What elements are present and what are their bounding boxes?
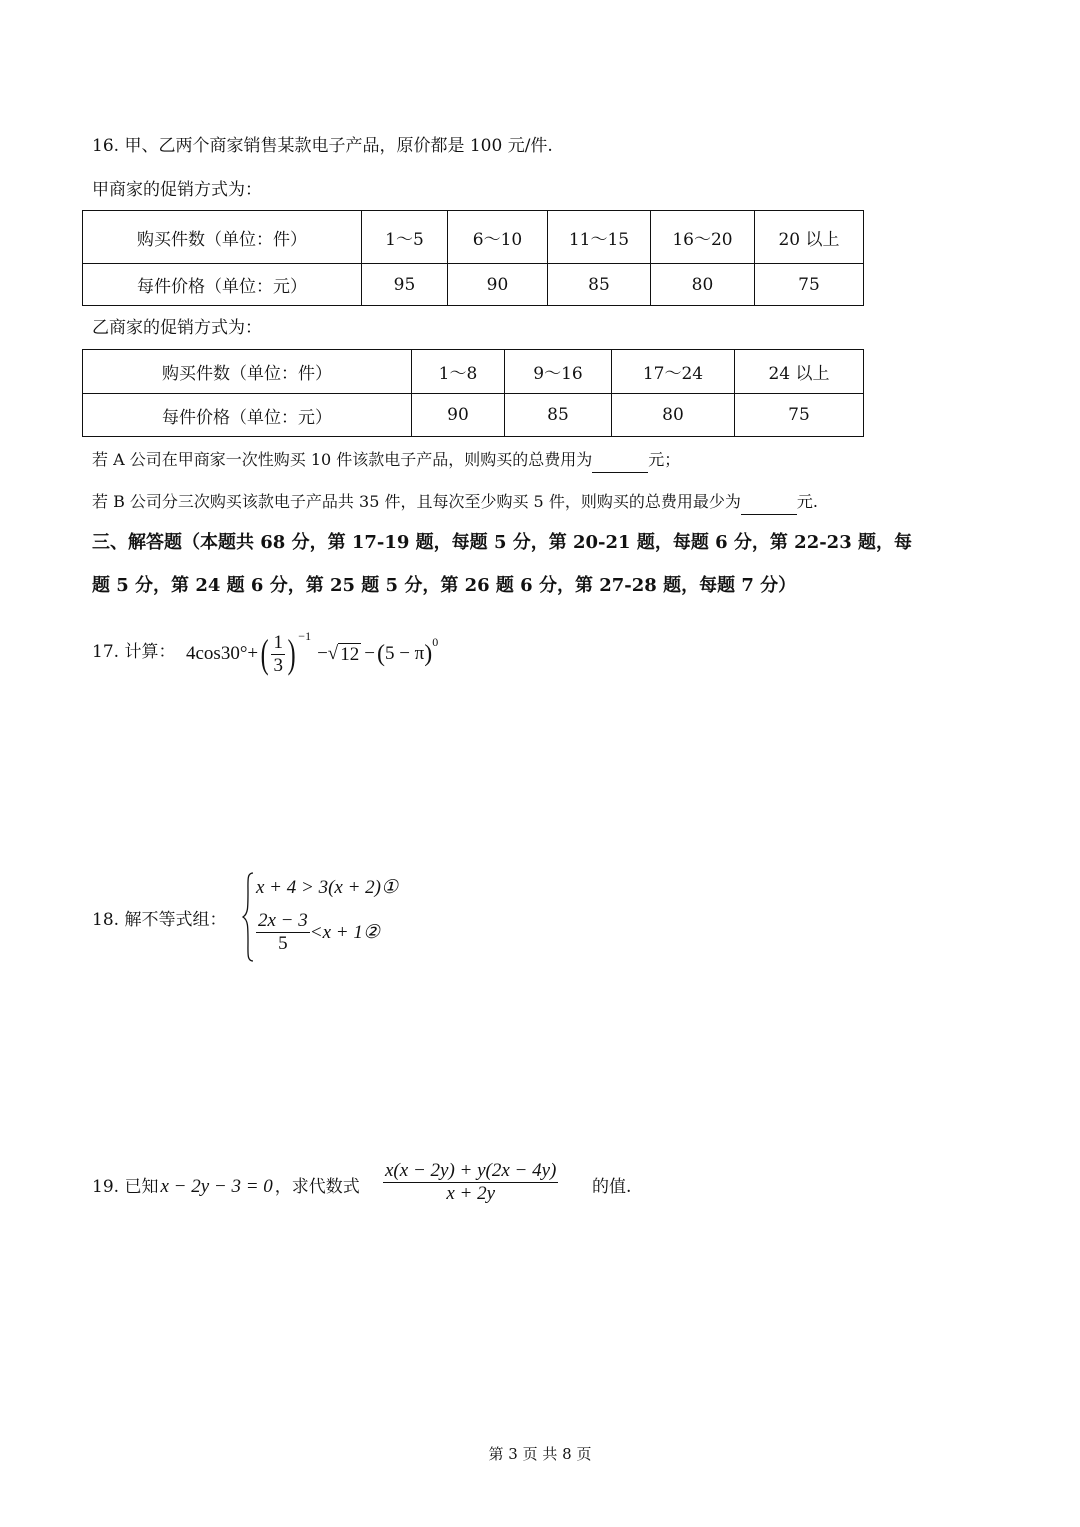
page-footer: 第 3 页 共 8 页 <box>488 1445 592 1463</box>
left-paren-2: ( <box>376 640 385 667</box>
q16-line-a-unit: 元； <box>648 450 681 469</box>
jia-qty-cell: 1～5 <box>362 211 448 264</box>
answer-blank-a[interactable] <box>592 448 648 473</box>
yi-label: 乙商家的促销方式为： <box>92 318 262 338</box>
jia-qty-cell: 11～15 <box>548 211 651 264</box>
yi-qty-cell: 9～16 <box>505 350 612 394</box>
jia-qty-cell: 16～20 <box>651 211 755 264</box>
q19-mid: ，求代数式 <box>274 1177 360 1197</box>
section3-heading-line1: 三、解答题（本题共 68 分，第 17-19 题，每题 5 分，第 20-21 题，每题 6 分，第 22-23 题，每 <box>92 532 912 553</box>
q19-denominator: x + 2y <box>446 1183 496 1204</box>
q17-minus2: − <box>364 643 375 664</box>
q17-denominator: 3 <box>273 654 283 676</box>
jia-qty-header: 购买件数（单位：件） <box>83 211 362 264</box>
jia-qty-cell: 20 以上 <box>755 211 864 264</box>
q16-line-a-text: 若 A 公司在甲商家一次性购买 10 件该款电子产品，则购买的总费用为 <box>92 450 593 469</box>
q19-label: 19. 已知 <box>92 1177 159 1197</box>
q17-minus1: − <box>317 643 328 664</box>
q17-expression <box>186 626 438 682</box>
right-paren-2: ) <box>424 640 433 667</box>
q18-inequality2 <box>256 910 380 955</box>
q17-inner: 5 − π <box>384 643 425 664</box>
q19-frac <box>383 1160 558 1205</box>
left-brace-icon <box>242 872 254 962</box>
yi-price-cell: 85 <box>505 394 612 437</box>
jia-price-cell: 95 <box>362 264 448 306</box>
yi-price-cell: 80 <box>612 394 735 437</box>
jia-price-cell: 75 <box>755 264 864 306</box>
jia-label: 甲商家的促销方式为： <box>92 180 262 200</box>
q17-exponent2: 0 <box>432 634 439 649</box>
q18-inequality1: x + 4 > 3(x + 2)① <box>256 877 399 898</box>
q16-line-b <box>92 490 818 515</box>
yi-price-header: 每件价格（单位：元） <box>83 394 412 437</box>
sqrt-icon: √ <box>327 643 339 664</box>
left-paren: ( <box>260 631 269 676</box>
q16-line-b-text: 若 B 公司分三次购买该款电子产品共 35 件，且每次至少购买 5 件，则购买的总费用最少为 <box>92 492 741 511</box>
jia-price-cell: 90 <box>448 264 548 306</box>
q17-numerator: 1 <box>273 631 283 653</box>
jia-price-cell: 80 <box>651 264 755 306</box>
yi-qty-cell: 17～24 <box>612 350 735 394</box>
q19-tail: 的值. <box>592 1177 632 1197</box>
q17-term1: 4cos30°+ <box>186 643 259 664</box>
jia-price-cell: 85 <box>548 264 651 306</box>
q16-line-b-unit: 元. <box>796 492 818 511</box>
q19-line <box>92 1175 360 1199</box>
q16-line-a <box>92 448 680 473</box>
q19-fraction <box>383 1160 558 1205</box>
q18-denominator: 5 <box>278 933 288 954</box>
yi-qty-cell: 1～8 <box>412 350 505 394</box>
q19-numerator: x(x − 2y) + y(2x − 4y) <box>385 1160 557 1181</box>
yi-price-cell: 90 <box>412 394 505 437</box>
q17-label: 17. 计算： <box>92 642 176 662</box>
q19-condition: x − 2y − 3 = 0 <box>160 1176 273 1197</box>
q18-label: 18. 解不等式组： <box>92 910 227 930</box>
q17-exponent1: −1 <box>298 628 312 643</box>
q18-inequality2-tail: <x + 1② <box>309 922 380 943</box>
yi-price-cell: 75 <box>735 394 864 437</box>
q18-fraction <box>256 910 310 955</box>
section3-heading-line2: 题 5 分，第 24 题 6 分，第 25 题 5 分，第 26 题 6 分，第 27-28 题，每题 7 分） <box>92 575 797 596</box>
jia-qty-cell: 6～10 <box>448 211 548 264</box>
yi-qty-header: 购买件数（单位：件） <box>83 350 412 394</box>
answer-blank-b[interactable] <box>741 490 797 515</box>
right-paren: ) <box>287 631 296 676</box>
jia-price-table <box>82 210 864 306</box>
yi-qty-cell: 24 以上 <box>735 350 864 394</box>
q16-intro: 16. 甲、乙两个商家销售某款电子产品，原价都是 100 元/件. <box>92 136 553 156</box>
jia-price-header: 每件价格（单位：元） <box>83 264 362 306</box>
q17-fraction <box>271 632 285 677</box>
q18-numerator: 2x − 3 <box>258 910 308 931</box>
q17-radicand: 12 <box>340 643 360 665</box>
yi-price-table <box>82 349 864 437</box>
